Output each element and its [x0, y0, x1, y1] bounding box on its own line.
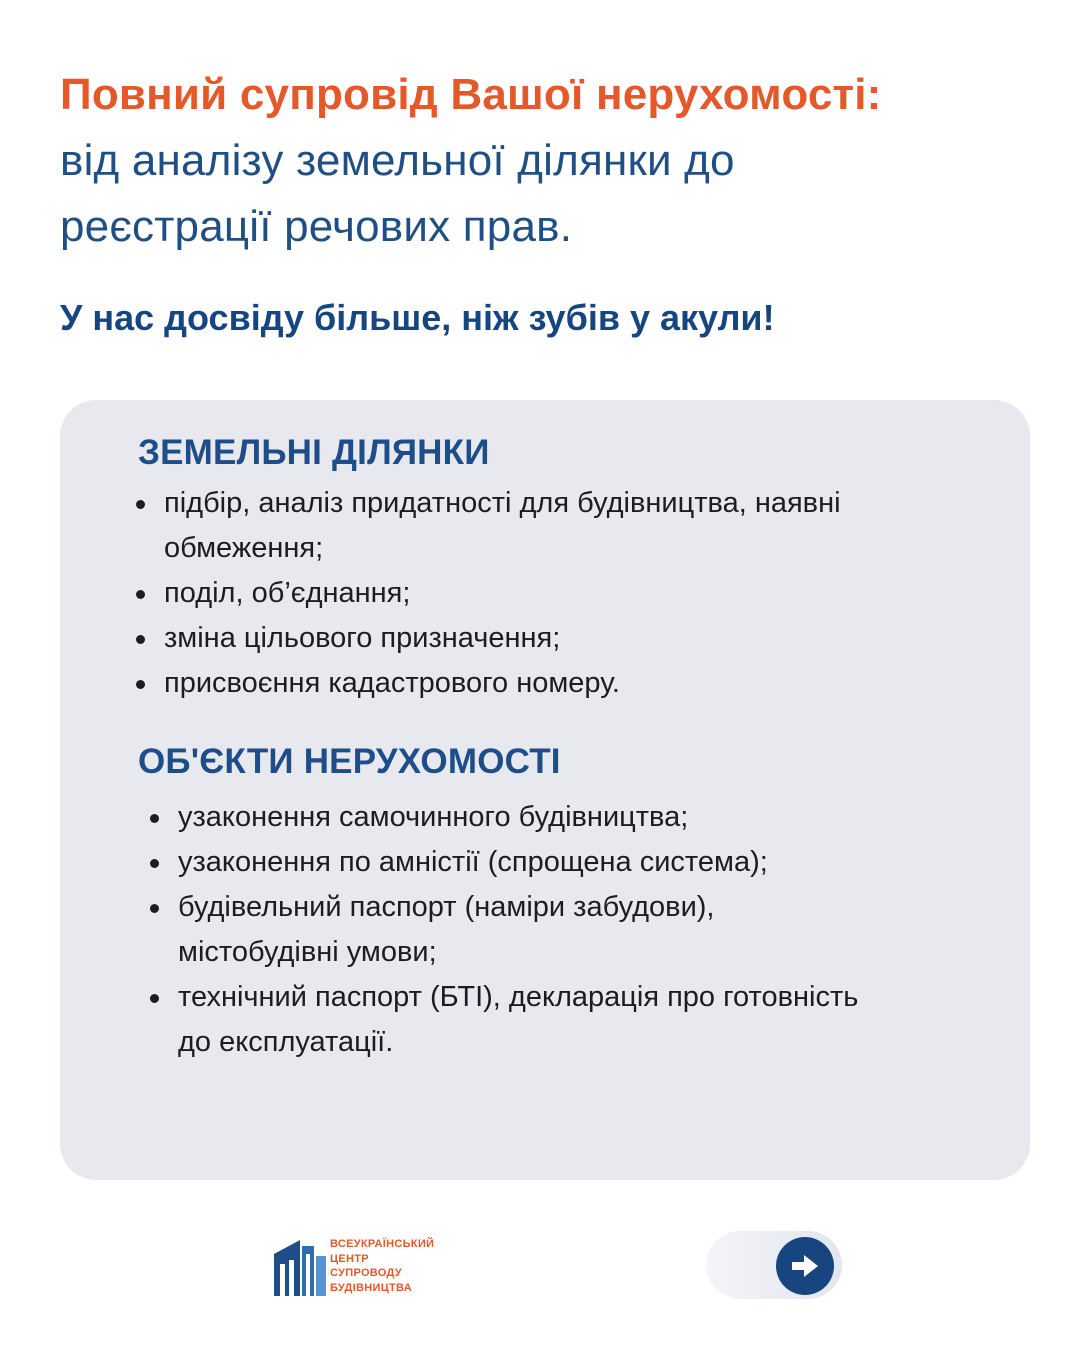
logo-text: [330, 1237, 434, 1295]
headline-line-2: реєстрації речових прав.: [60, 202, 573, 251]
next-button[interactable]: [776, 1237, 834, 1295]
headline: [60, 62, 1040, 260]
arrow-right-icon: [790, 1253, 820, 1279]
list-item: технічний паспорт (БТІ), декларація про готовність до експлуатації.: [150, 975, 870, 1065]
logo-text-line: БУДІВНИЦТВА: [330, 1281, 412, 1294]
headline-accent: Повний супровід Вашої нерухомості:: [60, 70, 882, 119]
list-item: підбір, аналіз придатності для будівництва, наявні обмеження;: [136, 481, 946, 571]
list-item: узаконення самочинного будівництва;: [150, 795, 870, 840]
logo-text-line: СУПРОВОДУ: [330, 1267, 402, 1279]
headline-line-1: від аналізу земельної ділянки до: [60, 136, 735, 185]
property-list: [150, 795, 870, 1065]
company-logo: [274, 1236, 464, 1298]
logo-text-line: ВСЕУКРАЇНСЬКИЙ: [330, 1238, 435, 1250]
tagline: У нас досвіду більше, ніж зубів у акули!: [60, 297, 775, 338]
land-section-title: ЗЕМЕЛЬНІ ДІЛЯНКИ: [138, 433, 490, 472]
land-list: [136, 481, 946, 706]
property-section-title: ОБ'ЄКТИ НЕРУХОМОСТІ: [138, 742, 561, 781]
logo-text-line: ЦЕНТР: [330, 1252, 369, 1265]
building-logo-icon: [274, 1236, 326, 1296]
services-card: [60, 400, 1030, 1180]
list-item: зміна цільового призначення;: [136, 616, 946, 661]
list-item: узаконення по амністії (спрощена система);: [150, 840, 870, 885]
list-item: будівельний паспорт (наміри забудови), містобудівні умови;: [150, 885, 870, 975]
list-item: присвоєння кадастрового номеру.: [136, 661, 946, 706]
list-item: поділ, об’єднання;: [136, 571, 946, 616]
